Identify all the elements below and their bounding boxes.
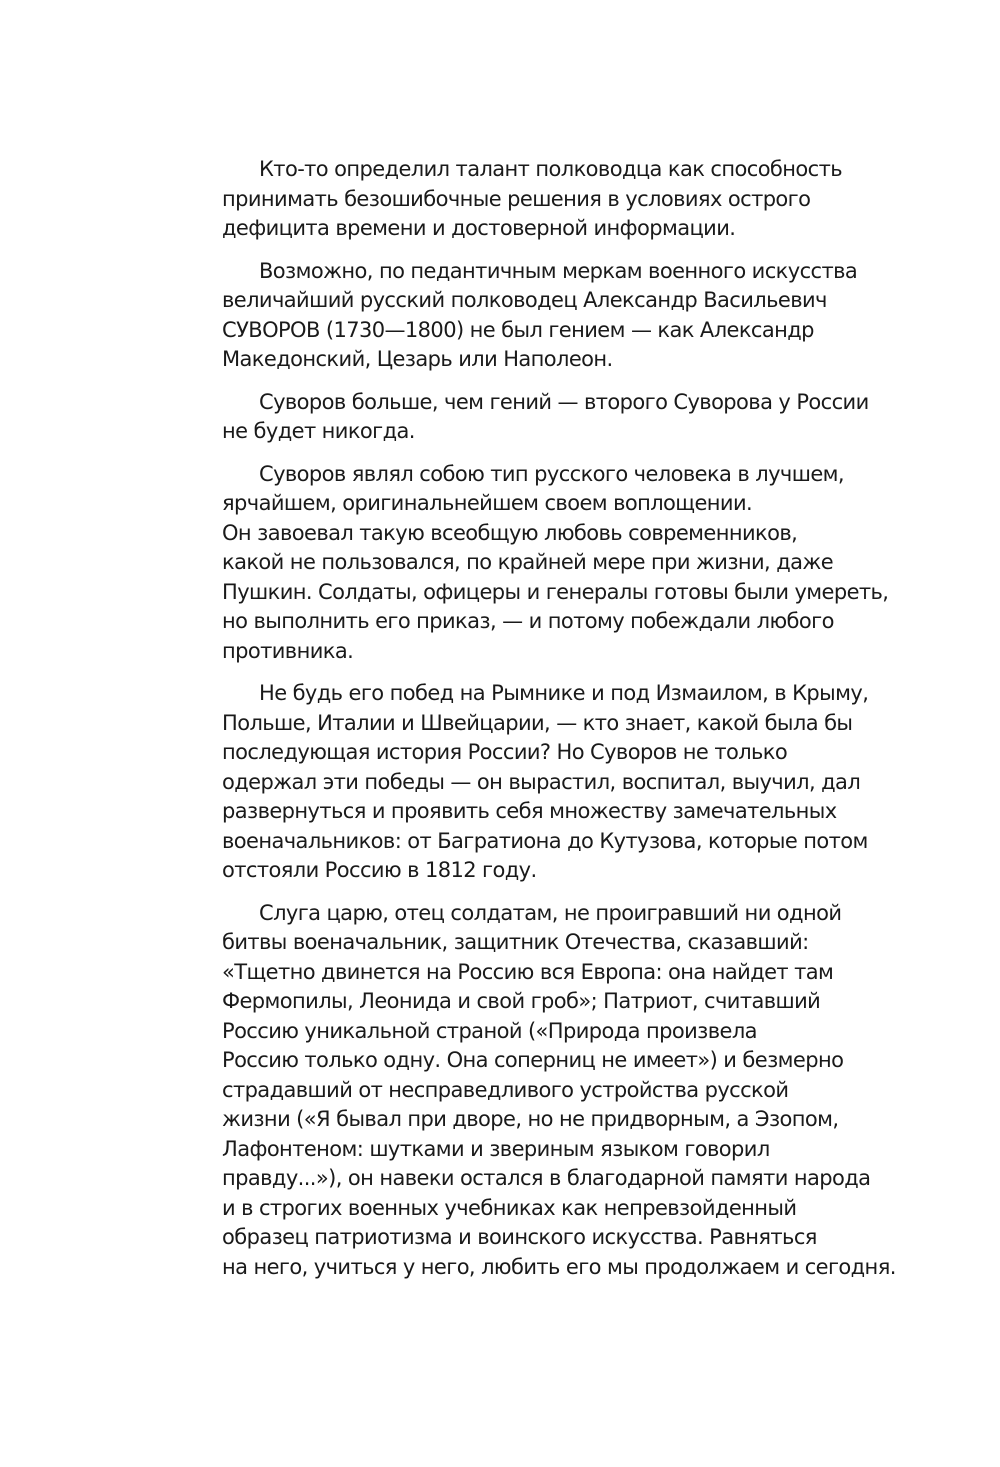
paragraph-2 xyxy=(222,257,858,375)
text-line: но выполнить его приказ, — и потому побеждали любого xyxy=(222,609,834,633)
text-line: отстояли Россию в 1812 году. xyxy=(222,858,537,882)
text-line: Возможно, по педантичным меркам военного искусства xyxy=(259,258,858,283)
text-line: последующая история России? Но Суворов не только xyxy=(222,740,788,764)
text-line: Пушкин. Солдаты, офицеры и генералы готовы были умереть, xyxy=(222,579,889,604)
text-line: Суворов больше, чем гений — второго Суворова у России xyxy=(259,389,869,414)
paragraph-4 xyxy=(222,460,889,667)
text-line: военачальников: от Багратиона до Кутузова, которые потом xyxy=(222,828,868,853)
text-line: страдавший от несправедливого устройства русской xyxy=(222,1077,789,1102)
text-line: противника. xyxy=(222,638,354,663)
text-line: Он завоевал такую всеобщую любовь современников, xyxy=(222,520,798,545)
text-line: какой не пользовался, по крайней мере при жизни, даже xyxy=(222,550,834,574)
text-line: Суворов являл собою тип русского человека в лучшем, xyxy=(259,461,844,486)
text-line: Лафонтеном: шутками и звериным языком говорил xyxy=(222,1136,770,1161)
text-line: Россию только одну. Она соперниц не имеет») и безмерно xyxy=(222,1048,844,1072)
text-line: Фермопилы, Леонида и свой гроб»; Патриот, считавший xyxy=(222,989,821,1013)
text-line: не будет никогда. xyxy=(222,419,415,443)
paragraph-3 xyxy=(222,388,869,447)
paragraph-6 xyxy=(222,899,896,1283)
text-line: дефицита времени и достоверной информации. xyxy=(222,216,736,240)
text-line: на него, учиться у него, любить его мы продолжаем и сегодня. xyxy=(222,1254,896,1279)
text-line: принимать безошибочные решения в условиях острого xyxy=(222,186,811,211)
text-line: ярчайшем, оригинальнейшем своем воплощении. xyxy=(222,491,753,515)
body-text xyxy=(222,155,896,1295)
text-line: Слуга царю, отец солдатам, не проигравший ни одной xyxy=(259,900,842,925)
text-line: величайший русский полководец Александр Васильевич xyxy=(222,288,827,312)
text-line: Россию уникальной страной («Природа произвела xyxy=(222,1018,757,1043)
text-line: развернуться и проявить себя множеству замечательных xyxy=(222,799,837,823)
text-line: и в строгих военных учебниках как непревзойденный xyxy=(222,1195,797,1220)
text-line: Не будь его побед на Рымнике и под Измаилом, в Крыму, xyxy=(259,681,869,705)
text-line: Кто-то определил талант полководца как способность xyxy=(259,157,843,181)
text-line: битвы военачальник, защитник Отечества, сказавший: xyxy=(222,930,809,954)
text-line: образец патриотизма и воинского искусства. Равняться xyxy=(222,1225,817,1249)
text-line: одержал эти победы — он вырастил, воспитал, выучил, дал xyxy=(222,769,861,794)
text-line: жизни («Я бывал при дворе, но не придворным, а Эзопом, xyxy=(222,1107,839,1131)
text-line: Македонский, Цезарь или Наполеон. xyxy=(222,347,613,371)
text-line: правду...»), он навеки остался в благодарной памяти народа xyxy=(222,1166,871,1190)
paragraph-5 xyxy=(222,679,869,886)
text-line: Польше, Италии и Швейцарии, — кто знает, какой была бы xyxy=(222,710,853,735)
text-line: «Тщетно двинется на Россию вся Европа: она найдет там xyxy=(222,959,834,984)
paragraph-1 xyxy=(222,155,847,244)
text-line: СУВОРОВ (1730—1800) не был гением — как Александр xyxy=(222,317,814,342)
